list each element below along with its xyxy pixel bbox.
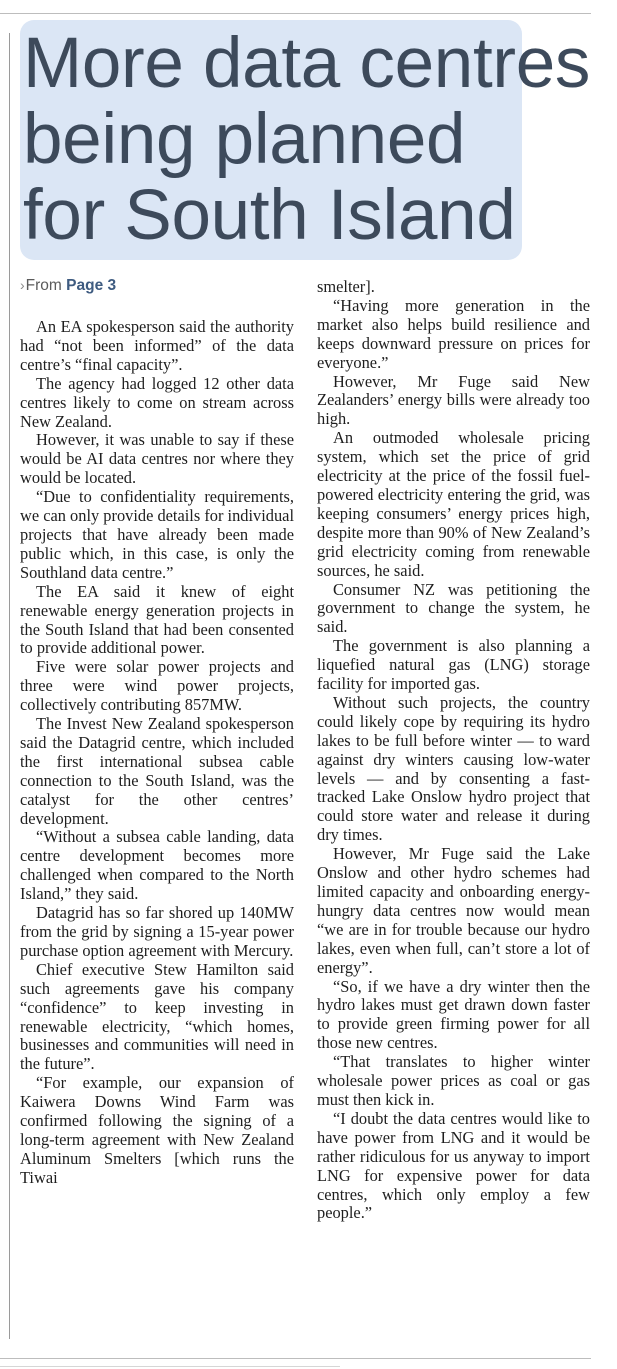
paragraph: “Due to confidentiality requirements, we can only provide details for individual projects that have already been made public which, in this case, is only the Southland data centre.”: [20, 487, 295, 582]
jump-line: [20, 277, 116, 295]
paragraph: The EA said it knew of eight renewable energy generation projects in the South Island that had been consented to provide additional power.: [20, 581, 294, 658]
paragraph: “Without a subsea cable landing, data centre development becomes more challenged when compared to the North Island,” they said.: [20, 827, 294, 904]
column-rule: [9, 33, 10, 1339]
paragraph: Chief executive Stew Hamilton said such agreements gave his company “confidence” to keep investing in renewable electricity, “which homes, businesses and communities will need in the future”.: [20, 959, 294, 1074]
headline-line: being planned: [23, 100, 466, 179]
paragraph: An outmoded wholesale pricing system, which set the price of grid electricity at the price of the fossil fuel-powered electricity entering the grid, was keeping consumers’ energy prices high, despite more than 90% of New Zealand’s grid electricity coming from renewable sources, he said.: [317, 428, 590, 580]
bottom-rule: [0, 1358, 591, 1359]
jump-page-link[interactable]: Page 3: [66, 277, 117, 294]
paragraph: “I doubt the data centres would like to have power from LNG and it would be rather ridiculous for us anyway to import LNG for expensive power for data centres, which only employ a few people.”: [317, 1108, 590, 1223]
paragraph: However, Mr Fuge said the Lake Onslow and other hydro schemes had limited capacity and onboarding energy-hungry data centres now would mean “we are in for trouble because our hydro lakes, even when full, can’t store a lot of energy”.: [317, 844, 590, 977]
top-rule: [0, 13, 591, 14]
headline-line: for South Island: [23, 176, 516, 255]
jump-from-label: From: [25, 277, 62, 294]
article-column-2: [317, 278, 590, 1223]
chevron-right-icon: ›: [20, 277, 25, 293]
paragraph: The agency had logged 12 other data centres likely to come on stream across New Zealand.: [20, 373, 294, 431]
headline: [23, 26, 590, 254]
paragraph: “So, if we have a dry winter then the hydro lakes must get drawn down faster to provide green firming power for all those new centres.: [317, 976, 590, 1053]
headline-line: More data centres: [23, 24, 591, 103]
article-column-1: [20, 318, 294, 1188]
paragraph: Datagrid has so far shored up 140MW from the grid by signing a 15-year power purchase option agreement with Mercury.: [20, 903, 294, 960]
paragraph: Without such projects, the country could likely cope by requiring its hydro lakes to be full before winter — to ward against dry winters causing low-water levels — and by consenting a fast-tracked Lake Onslow hydro project that could store water and release it during dry times.: [317, 692, 590, 845]
paragraph: “That translates to higher winter wholesale power prices as coal or gas must then kick in.: [317, 1052, 590, 1109]
paragraph: However, Mr Fuge said New Zealanders’ energy bills were already too high.: [317, 371, 590, 429]
paragraph: Consumer NZ was petitioning the government to change the system, he said.: [317, 579, 590, 637]
paragraph: However, it was unable to say if these would be AI data centres nor where they would be located.: [20, 430, 294, 488]
paragraph: An EA spokesperson said the authority had “not been informed” of the data centre’s “final capacity”.: [20, 317, 294, 374]
paragraph: The government is also planning a liquefied natural gas (LNG) storage facility for imported gas.: [317, 636, 590, 694]
paragraph: Five were solar power projects and three were wind power projects, collectively contributing 857MW.: [20, 657, 294, 715]
bottom-rule-secondary: [0, 1366, 340, 1367]
paragraph-continuation: smelter].: [317, 277, 375, 296]
paragraph: “Having more generation in the market also helps build resilience and keeps downward pressure on prices for everyone.”: [317, 295, 590, 372]
paragraph: “For example, our expansion of Kaiwera Downs Wind Farm was confirmed following the signing of a long-term agreement with New Zealand Aluminum Smelters [which runs the Tiwai: [20, 1073, 294, 1187]
paragraph: The Invest New Zealand spokesperson said the Datagrid centre, which included the first international subsea cable connection to the South Island, was the catalyst for the other centres’ development.: [20, 714, 294, 828]
